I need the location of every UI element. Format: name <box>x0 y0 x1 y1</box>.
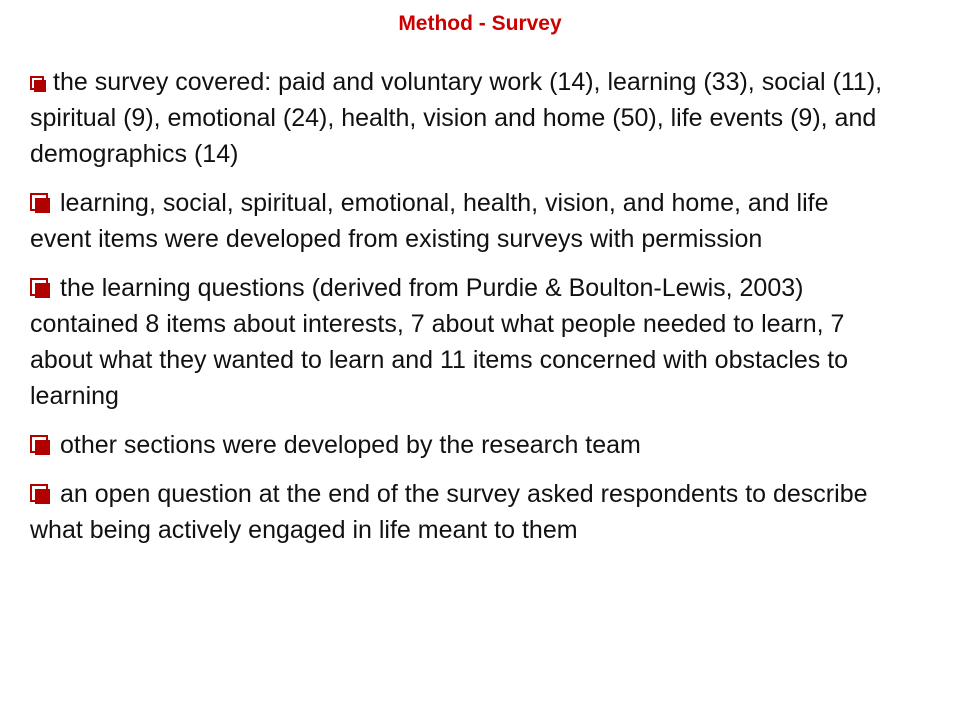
square-bullet-icon <box>30 278 48 296</box>
square-bullet-icon <box>30 193 48 211</box>
bullet-item <box>30 64 890 172</box>
square-bullet-icon <box>30 76 44 90</box>
bullet-text: an open question at the end of the survey asked respondents to describe what being actively engaged in life meant to them <box>30 480 868 544</box>
bullet-list <box>30 64 890 548</box>
bullet-text: learning, social, spiritual, emotional, health, vision, and home, and life event items were developed from existing surveys with permission <box>30 189 829 253</box>
bullet-item <box>30 185 890 257</box>
bullet-text: the learning questions (derived from Purdie & Boulton-Lewis, 2003) contained 8 items about interests, 7 about what people needed to learn, 7 about what they wanted to learn and 11 items concerned with obstacles to learning <box>30 274 849 410</box>
square-bullet-icon <box>30 484 48 502</box>
bullet-item <box>30 476 890 548</box>
bullet-item <box>30 270 890 414</box>
bullet-text: other sections were developed by the research team <box>60 431 641 459</box>
bullet-text: the survey covered: paid and voluntary work (14), learning (33), social (11), spiritual (9), emotional (24), health, vision and home (50), life events (9), and demographics (14) <box>30 68 883 168</box>
square-bullet-icon <box>30 435 48 453</box>
bullet-item <box>30 427 890 463</box>
slide-title: Method - Survey <box>398 12 562 35</box>
